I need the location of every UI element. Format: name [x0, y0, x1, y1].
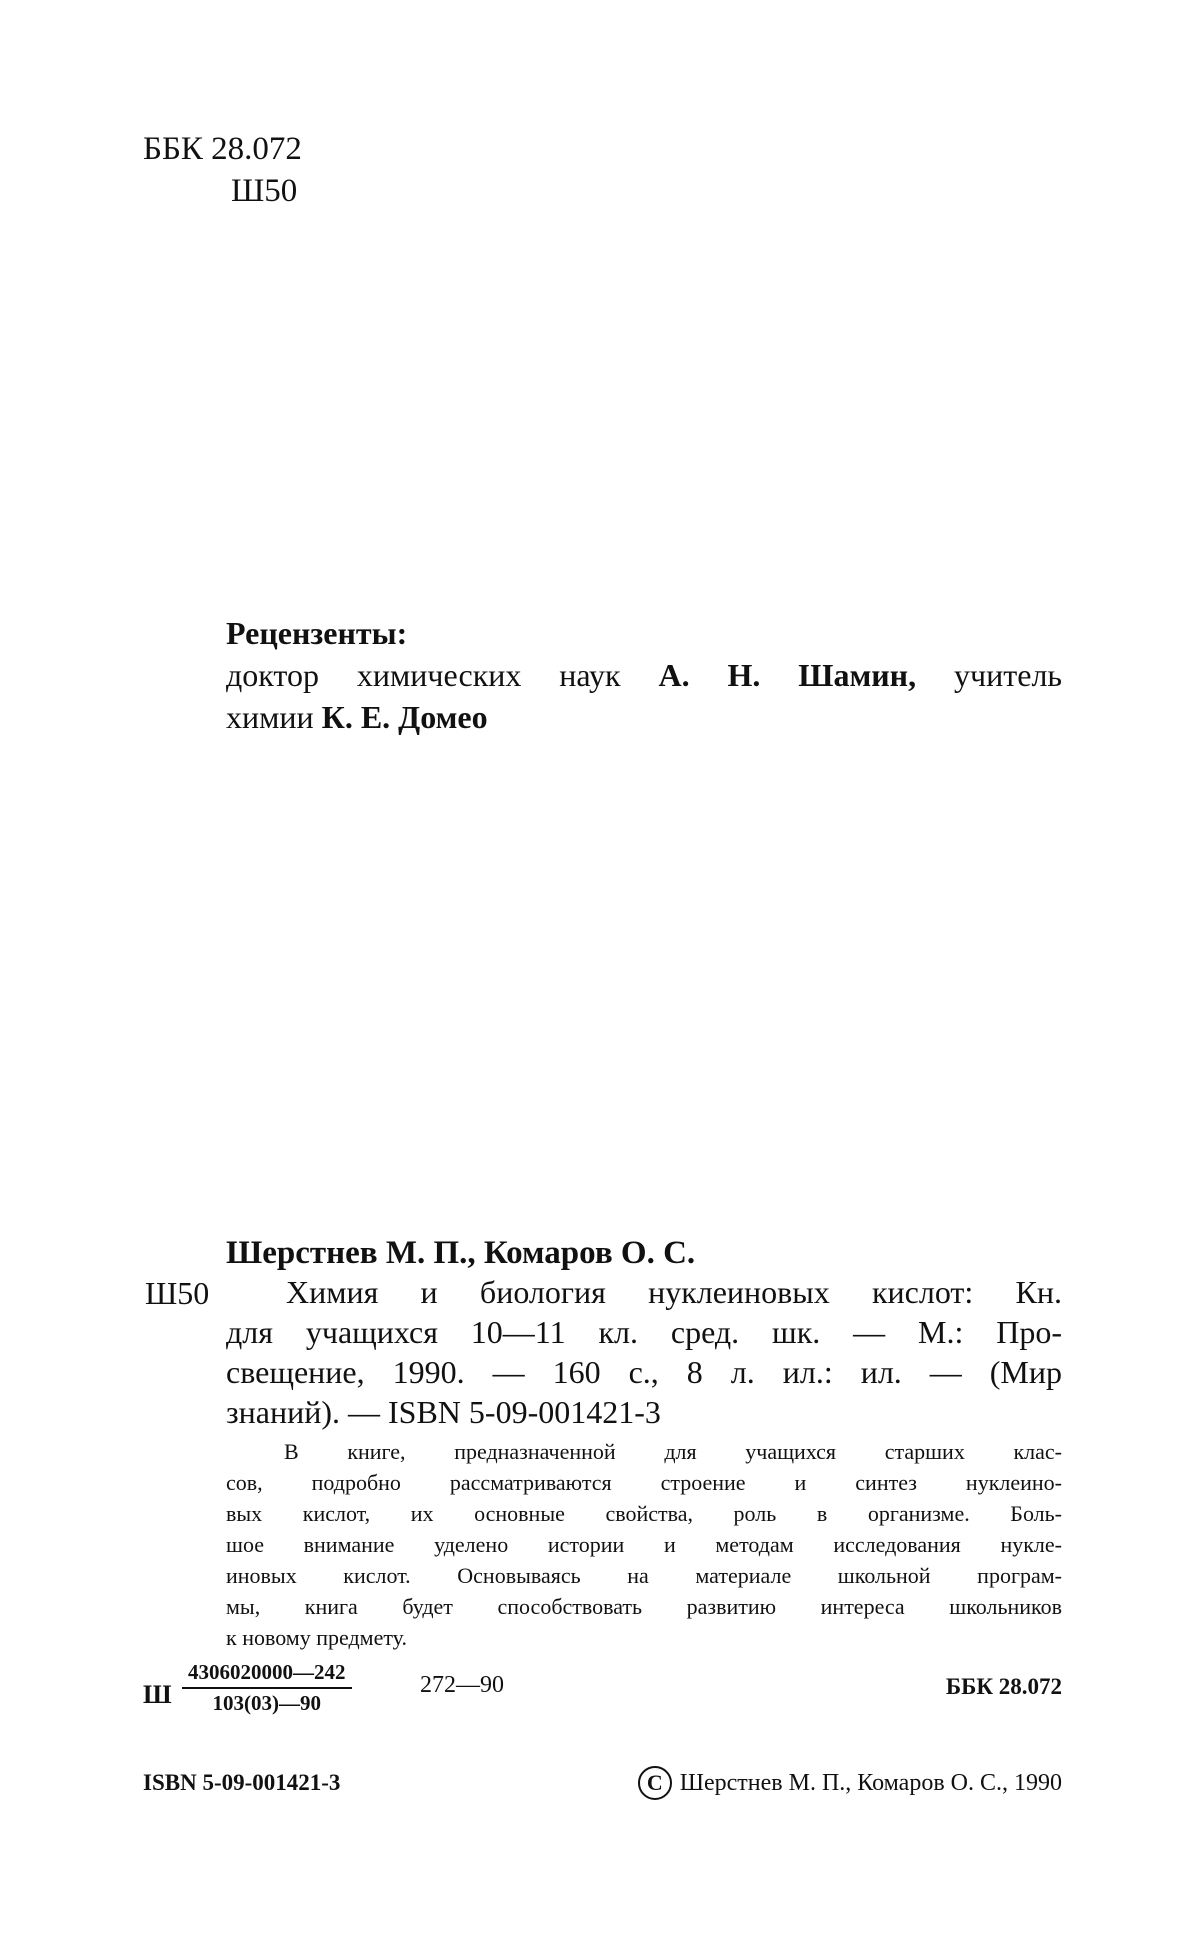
- reviewers-line-1: [226, 654, 1062, 696]
- reviewers-block: [226, 612, 1062, 738]
- reviewer-2-title-end: химии: [226, 699, 314, 735]
- code-letter: Ш: [143, 1680, 172, 1709]
- record-line: для учащихся 10—11 кл. сред. шк. — М.: Про-: [226, 1314, 1062, 1350]
- copyright-text: Шерстнев М. П., Комаров О. С., 1990: [679, 1769, 1062, 1796]
- record-description: [226, 1272, 1062, 1432]
- annotation-line: иновых кислот. Основываясь на материале школьной програм-: [226, 1563, 1062, 1588]
- code-suffix: 272—90: [420, 1672, 504, 1698]
- reviewers-heading: Рецензенты:: [226, 615, 408, 651]
- bbk-label: ББК: [143, 131, 203, 167]
- record-line: свещение, 1990. — 160 с., 8 л. ил.: ил. — (Мир: [226, 1354, 1062, 1390]
- classification-block: [143, 128, 302, 212]
- code-numerator: 4306020000—242: [188, 1660, 346, 1684]
- reviewer-2-name: К. Е. Домео: [321, 699, 488, 735]
- annotation-line: В книге, предназначенной для учащихся старших клас-: [284, 1439, 1062, 1464]
- reviewer-2-title-start: учитель: [954, 657, 1062, 693]
- reviewers-line-2: [226, 696, 1062, 738]
- bbk-bottom: ББК 28.072: [945, 1674, 1062, 1699]
- reviewer-1-name: А. Н. Шамин,: [658, 657, 917, 693]
- record-index-code: Ш50: [145, 1275, 210, 1311]
- copyright-icon: C: [638, 1766, 672, 1800]
- annotation-line: мы, книга будет способствовать развитию интереса школьников: [226, 1594, 1062, 1619]
- code-denominator: 103(03)—90: [182, 1687, 352, 1716]
- record-line: знаний). — ISBN 5-09-001421-3: [226, 1394, 661, 1430]
- record-authors: Шерстнев М. П., Комаров О. С.: [226, 1235, 696, 1271]
- bbk-code: 28.072: [211, 131, 302, 167]
- copyright-line: [638, 1766, 1062, 1800]
- isbn-number: ISBN 5-09-001421-3: [143, 1770, 341, 1795]
- record-line: Химия и биология нуклеиновых кислот: Кн.: [286, 1274, 1062, 1310]
- annotation-line: сов, подробно рассматриваются строение и синтез нуклеино-: [226, 1470, 1062, 1495]
- bbk-line: [143, 128, 302, 170]
- reviewer-1-title: доктор химических наук: [226, 657, 621, 693]
- code-fraction: [182, 1660, 352, 1716]
- annotation-line: вых кислот, их основные свойства, роль в организме. Боль-: [226, 1501, 1062, 1526]
- annotation-line: шое внимание уделено истории и методам исследования нукле-: [226, 1532, 1062, 1557]
- author-mark: Ш50: [231, 173, 298, 209]
- annotation-paragraph: [226, 1436, 1062, 1653]
- annotation-line: к новому предмету.: [226, 1625, 407, 1650]
